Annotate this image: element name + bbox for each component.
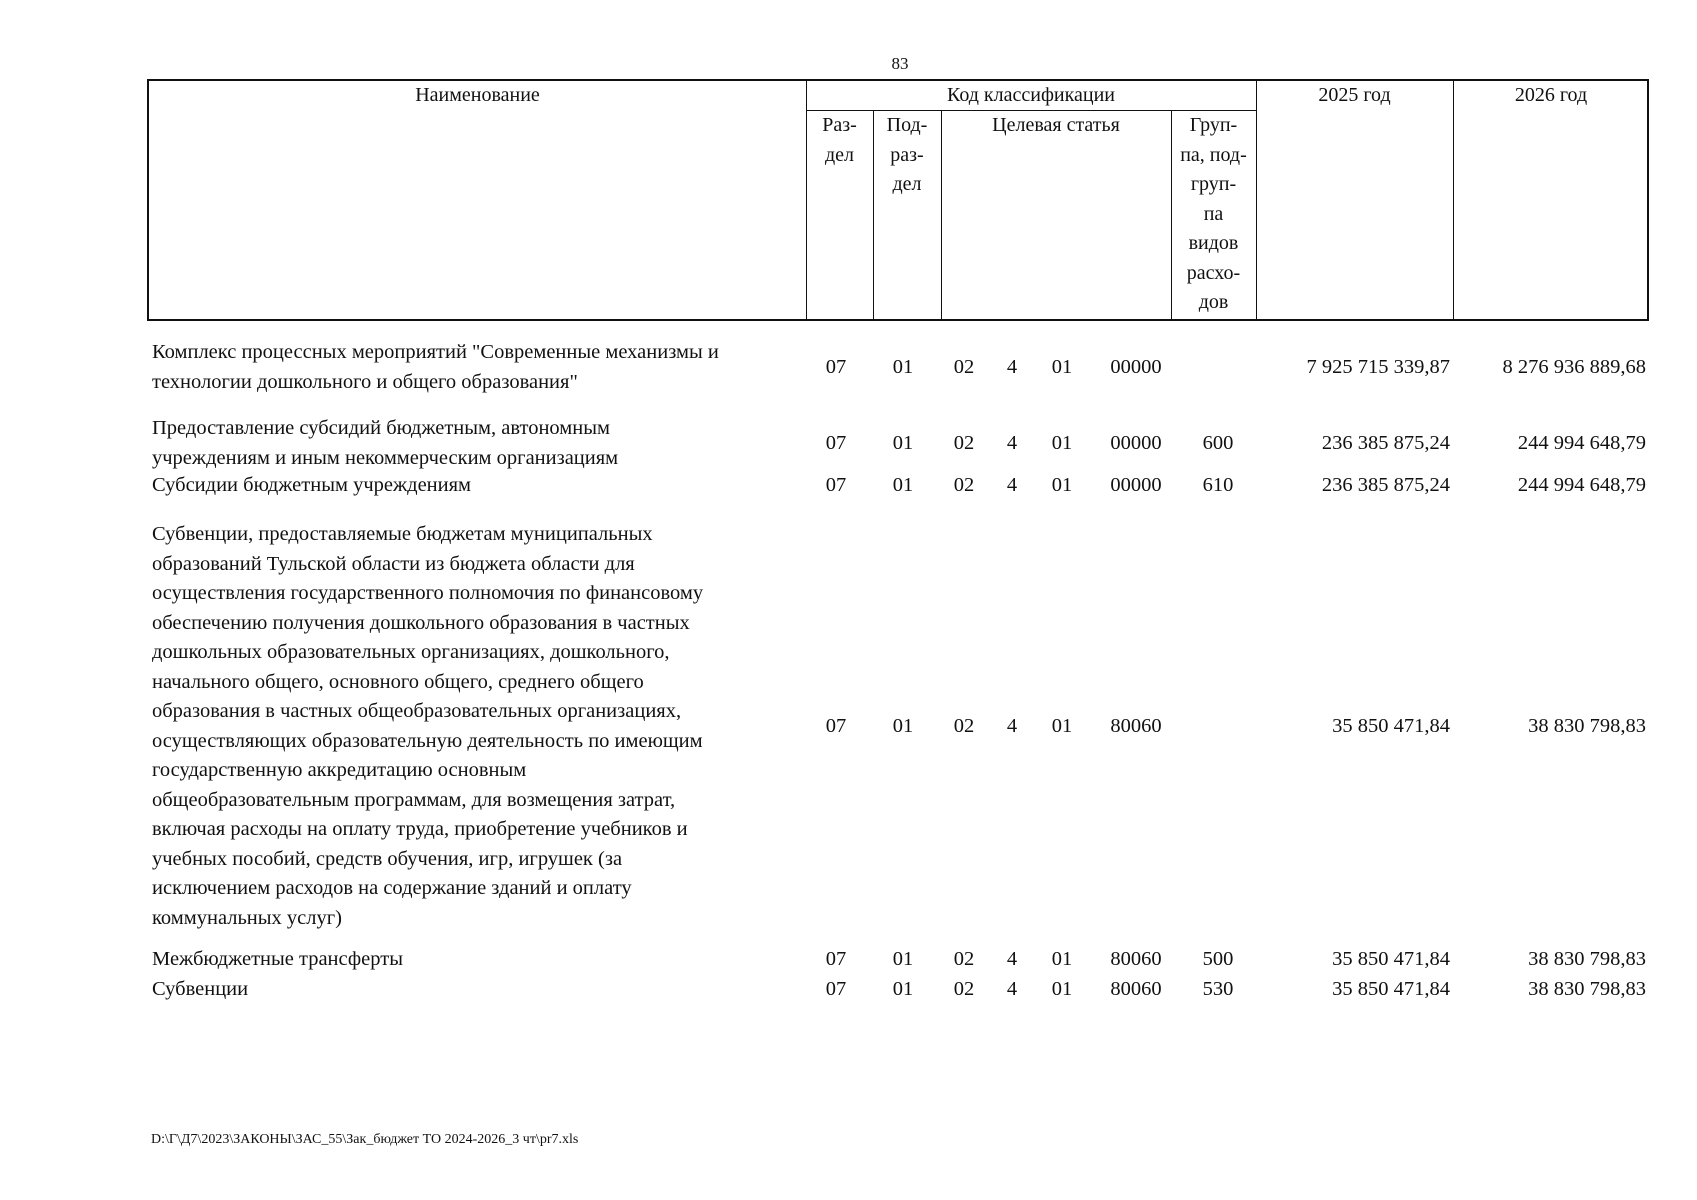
header-classification: Код классификации xyxy=(946,84,1116,106)
row-amount-2025: 7 925 715 339,87 xyxy=(1306,355,1450,378)
row-amount-2026: 38 830 798,83 xyxy=(1528,714,1646,737)
row-code-cs2: 4 xyxy=(1006,948,1018,970)
row-name-line: начального общего, основного общего, среднего общего xyxy=(152,670,644,693)
row-code-podrazdel: 01 xyxy=(892,355,914,378)
row-name-line: осуществления государственного полномочия по финансовому xyxy=(152,582,704,604)
row-name-line: Субвенции xyxy=(152,978,249,1000)
row-code-vr: 600 xyxy=(1202,431,1234,454)
header-year-2026: 2026 год xyxy=(1514,84,1588,106)
row-name-line: государственную аккредитацию основным xyxy=(152,759,527,781)
row-code-cs3: 01 xyxy=(1051,431,1073,454)
row-amount-2025: 236 385 875,24 xyxy=(1321,431,1450,454)
row-code-cs3: 01 xyxy=(1051,978,1073,1000)
table-row xyxy=(0,520,1697,933)
row-name xyxy=(152,520,802,933)
row-name xyxy=(152,945,802,975)
row-amount-2026: 8 276 936 889,68 xyxy=(1502,355,1646,378)
row-code-cs1: 02 xyxy=(953,714,975,737)
header-gruppa-vidov-rashodov: Груп- па, под- груп- па видов расхо- дов xyxy=(1180,114,1247,313)
row-code-cs3: 01 xyxy=(1051,474,1073,496)
row-name-line: исключением расходов на содержание зданий и оплату xyxy=(152,877,632,899)
row-code-vr: 500 xyxy=(1202,948,1234,970)
col-divider xyxy=(1256,81,1257,319)
header-celevaya-statya: Целевая статья xyxy=(992,114,1120,136)
row-amount-2026: 38 830 798,83 xyxy=(1528,978,1646,1000)
row-name-line: обеспечению получения дошкольного образования в частных xyxy=(152,611,690,634)
row-name-line: технологии дошкольного и общего образования" xyxy=(152,370,578,393)
row-code-cs2: 4 xyxy=(1006,474,1018,496)
table-row xyxy=(0,338,1697,397)
row-code-podrazdel: 01 xyxy=(892,714,914,737)
row-name-line: осуществляющих образовательную деятельность по имеющим xyxy=(152,729,703,752)
row-code-cs2: 4 xyxy=(1006,431,1018,454)
row-name-line: Комплекс процессных мероприятий "Современные механизмы и xyxy=(152,341,719,363)
row-name-line: дошкольных образовательных организациях, дошкольного, xyxy=(152,641,670,663)
row-amount-2025: 35 850 471,84 xyxy=(1332,714,1450,737)
row-amount-2026: 244 994 648,79 xyxy=(1517,431,1646,454)
header-name: Наименование xyxy=(415,84,540,106)
table-row xyxy=(0,945,1697,975)
row-name xyxy=(152,975,802,1005)
page-number: 83 xyxy=(891,54,909,73)
row-name-line: Межбюджетные трансферты xyxy=(152,948,403,970)
row-code-razdel: 07 xyxy=(825,431,847,454)
row-code-podrazdel: 01 xyxy=(892,948,914,970)
row-name-line: Предоставление субсидий бюджетным, автономным xyxy=(152,417,610,439)
row-code-cs4: 00000 xyxy=(1110,355,1162,378)
row-code-podrazdel: 01 xyxy=(892,978,914,1000)
row-name xyxy=(152,338,802,397)
table-row xyxy=(0,471,1697,501)
row-code-cs1: 02 xyxy=(953,474,975,496)
row-name-line: включая расходы на оплату труда, приобретение учебников и xyxy=(152,818,688,840)
header-year-2025: 2025 год xyxy=(1318,84,1391,106)
col-divider xyxy=(941,111,942,319)
row-code-cs2: 4 xyxy=(1006,355,1018,378)
row-code-razdel: 07 xyxy=(825,474,847,496)
row-code-razdel: 07 xyxy=(825,978,847,1000)
col-divider xyxy=(1453,81,1454,319)
row-code-cs1: 02 xyxy=(953,431,975,454)
row-code-cs4: 80060 xyxy=(1110,714,1162,737)
row-code-cs3: 01 xyxy=(1051,948,1073,970)
row-code-podrazdel: 01 xyxy=(892,431,914,454)
row-name-line: Субсидии бюджетным учреждениям xyxy=(152,474,472,496)
row-name xyxy=(152,414,802,473)
row-name-line: коммунальных услуг) xyxy=(152,906,342,929)
table-row xyxy=(0,975,1697,1005)
row-code-cs4: 80060 xyxy=(1110,978,1162,1000)
row-name-line: учреждениям и иным некоммерческим организациям xyxy=(152,446,619,469)
row-amount-2025: 236 385 875,24 xyxy=(1321,474,1450,496)
row-code-razdel: 07 xyxy=(825,948,847,970)
row-code-vr: 610 xyxy=(1202,474,1234,496)
row-amount-2025: 35 850 471,84 xyxy=(1332,978,1450,1000)
row-code-cs2: 4 xyxy=(1006,978,1018,1000)
row-code-cs1: 02 xyxy=(953,355,975,378)
row-name xyxy=(152,471,802,501)
row-code-razdel: 07 xyxy=(825,714,847,737)
row-code-cs4: 80060 xyxy=(1110,948,1162,970)
row-code-vr: 530 xyxy=(1202,978,1234,1000)
row-name-line: учебных пособий, средств обучения, игр, игрушек (за xyxy=(152,847,623,870)
row-name-line: образования в частных общеобразовательных организациях, xyxy=(152,700,682,722)
table-header xyxy=(147,79,1649,321)
row-code-podrazdel: 01 xyxy=(892,474,914,496)
row-name-line: образований Тульской области из бюджета области для xyxy=(152,552,635,575)
row-amount-2025: 35 850 471,84 xyxy=(1332,948,1450,970)
row-code-cs1: 02 xyxy=(953,948,975,970)
row-amount-2026: 38 830 798,83 xyxy=(1528,948,1646,970)
row-code-cs1: 02 xyxy=(953,978,975,1000)
header-podrazdel: Под- раз- дел xyxy=(886,114,928,195)
row-code-cs4: 00000 xyxy=(1110,431,1162,454)
row-code-cs2: 4 xyxy=(1006,714,1018,737)
row-code-razdel: 07 xyxy=(825,355,847,378)
row-code-cs3: 01 xyxy=(1051,714,1073,737)
row-code-cs4: 00000 xyxy=(1110,474,1162,496)
row-code-cs3: 01 xyxy=(1051,355,1073,378)
file-path: D:\Г\Д7\2023\ЗАКОНЫ\ЗАС_55\Зак_бюджет ТО 2024-2026_3 чт\pr7.xls xyxy=(151,1132,579,1147)
header-razdel: Раз- дел xyxy=(822,114,857,166)
row-name-line: общеобразовательным программам, для возмещения затрат, xyxy=(152,788,676,811)
row-amount-2026: 244 994 648,79 xyxy=(1517,474,1646,496)
table-row xyxy=(0,414,1697,473)
row-name-line: Субвенции, предоставляемые бюджетам муниципальных xyxy=(152,523,653,545)
